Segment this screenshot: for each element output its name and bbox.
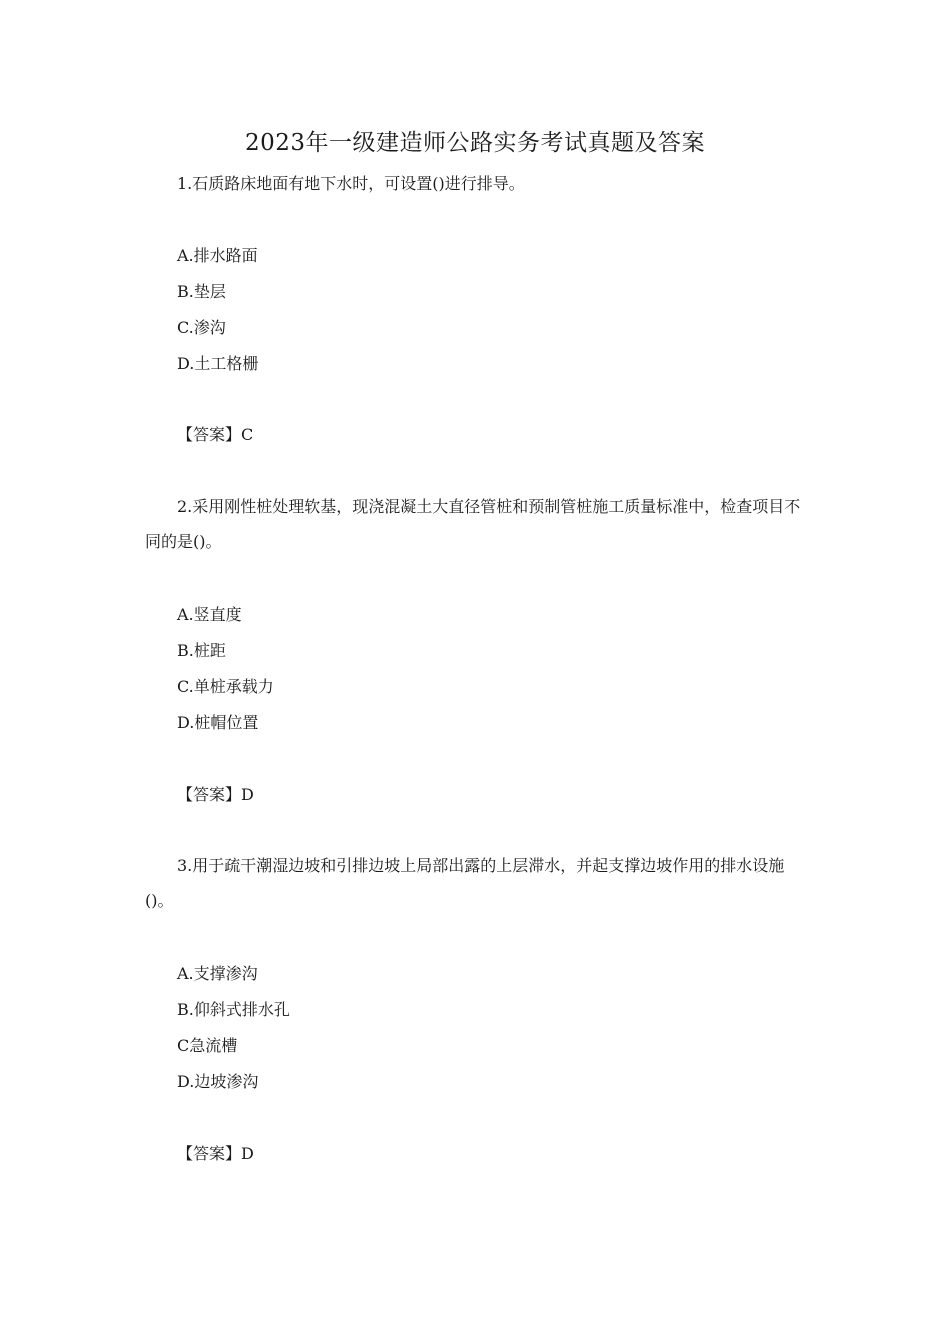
question-3-option-a: A.支撑渗沟 [177,964,258,983]
question-3-option-b: B.仰斜式排水孔 [177,1000,290,1019]
question-2-stem: 2.采用刚性桩处理软基，现浇混凝土大直径管桩和预制管桩施工质量标准中，检查项目不同的是()。 [145,497,801,551]
question-3-stem: 3.用于疏干潮湿边坡和引排边坡上局部出露的上层滞水，并起支撑边坡作用的排水设施()。 [145,856,785,910]
question-3-option-c: C急流槽 [177,1036,238,1055]
question-1-answer: 【答案】C [177,425,254,444]
question-1-stem: 1.石质路床地面有地下水时，可设置()进行排导。 [177,174,525,193]
question-3-option-d: D.边坡渗沟 [177,1072,259,1091]
question-2-option-c: C.单桩承载力 [177,677,274,696]
document-title: 2023年一级建造师公路实务考试真题及答案 [244,130,706,156]
question-1-option-a: A.排水路面 [177,246,258,265]
question-1-option-d: D.土工格栅 [177,354,259,373]
question-2-option-d: D.桩帽位置 [177,713,259,732]
question-2-option-b: B.桩距 [177,641,226,660]
question-1-option-b: B.垫层 [177,282,226,301]
question-2-option-a: A.竖直度 [177,605,242,624]
question-2-answer: 【答案】D [177,785,254,804]
question-1-option-c: C.渗沟 [177,318,226,337]
question-3-answer: 【答案】D [177,1144,254,1163]
